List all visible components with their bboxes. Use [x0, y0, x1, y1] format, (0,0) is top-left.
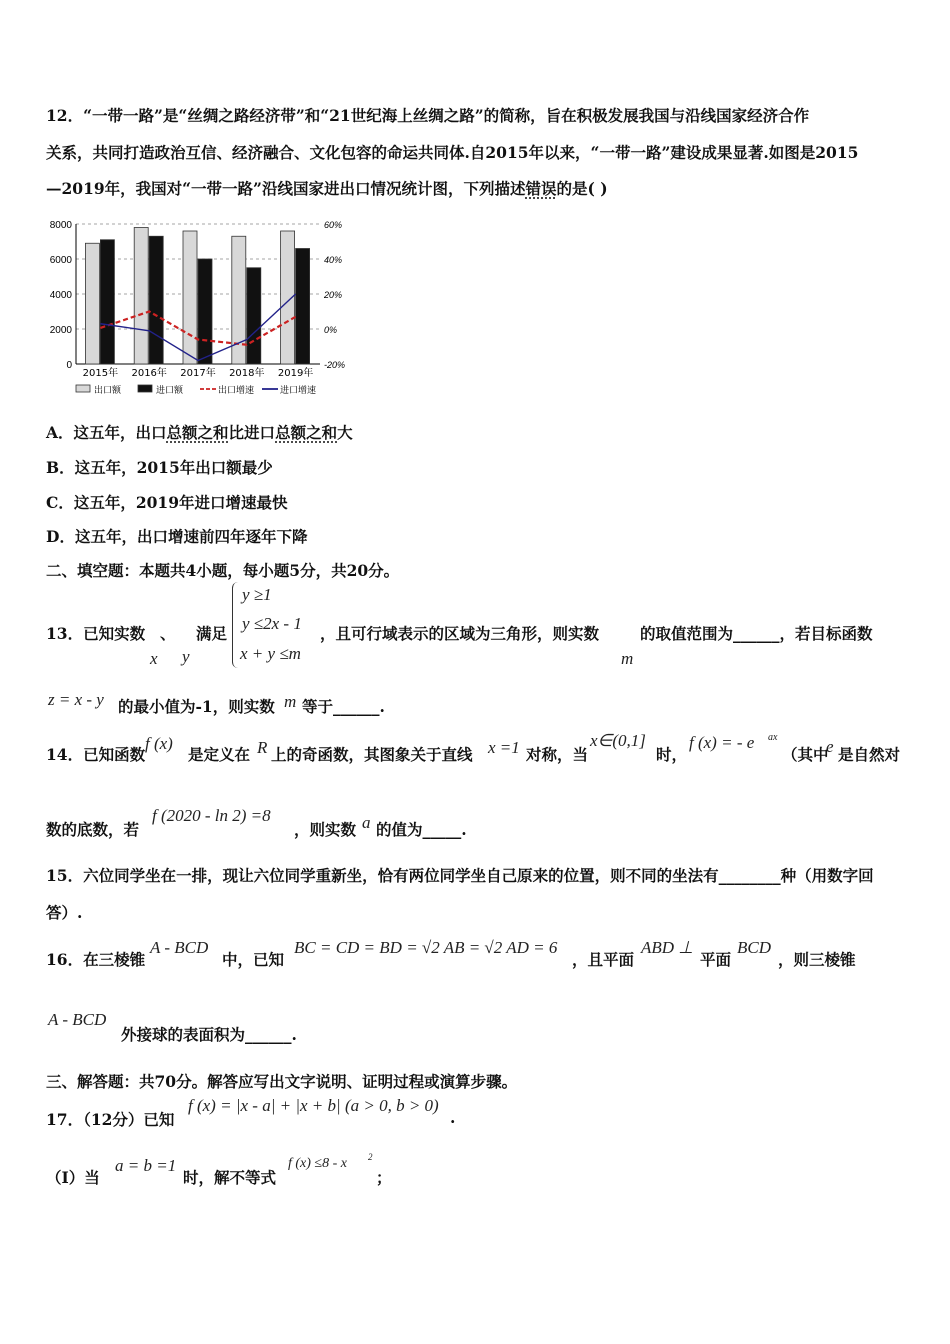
q16-text-5: ，则三棱锥 — [778, 950, 856, 969]
bar-import — [198, 259, 212, 364]
x-tick-label: 2015年 — [82, 368, 119, 379]
x-tick-label: 2019年 — [277, 368, 314, 379]
bar-import — [247, 268, 261, 364]
y-left-tick-label: 0 — [66, 360, 72, 371]
option-a-text-2: 比进口 — [228, 423, 276, 442]
q12-line-3 — [46, 177, 608, 199]
q16-text-4: 平面 — [700, 950, 732, 969]
q16-text-3: ，且平面 — [572, 950, 635, 969]
option-a-text-3: 大 — [337, 423, 353, 442]
q14-text-5: 时， — [656, 745, 688, 764]
q14-fx: f (x) — [145, 734, 173, 753]
legend-label: 进口增速 — [280, 386, 317, 396]
q13-constraint-3: x + y ≤m — [240, 644, 301, 663]
q13-var-y: y — [182, 647, 190, 666]
q16-equation: BC = CD = BD = √2 AB = √2 AD = 6 — [294, 938, 558, 957]
q17-inequality: f (x) ≤8 - x — [288, 1156, 347, 1171]
q16-text-2: 中，已知 — [222, 950, 285, 969]
q16-text-1: 16．在三棱锥 — [46, 950, 146, 969]
q13-text-5: 的最小值为-1，则实数 — [118, 697, 275, 716]
legend-swatch — [138, 385, 152, 392]
q12-option-b[interactable]: B．这五年，2015年出口额最少 — [46, 458, 273, 477]
q17-part1-condition: a = b =1 — [115, 1156, 177, 1175]
q16-text-6: 外接球的表面积为______. — [121, 1025, 297, 1044]
q17-function: f (x) = |x - a| + |x + b| (a > 0, b > 0) — [188, 1096, 439, 1115]
y-right-tick-label: 0% — [324, 325, 338, 335]
q14-var-e: e — [826, 737, 834, 756]
q13-var-m: m — [621, 649, 634, 668]
q13-text-6: 等于______. — [302, 697, 385, 716]
q14-text-9: ，则实数 — [294, 820, 357, 839]
bar-import — [296, 249, 310, 365]
q12-line-3-text: —2019年，我国对“一带一路”沿线国家进出口情况统计图，下列描述 — [46, 179, 526, 198]
q14-domain: x∈(0,1] — [590, 731, 646, 750]
option-a-emphasis-2: 总额之和 — [275, 423, 338, 442]
y-right-tick-label: 40% — [324, 255, 343, 265]
q16-plane-bcd: BCD — [737, 938, 771, 957]
x-tick-label: 2017年 — [180, 368, 216, 379]
q16-tetra-1: A - BCD — [150, 938, 209, 957]
q12-line-2: 关系，共同打造政治互信、经济融合、文化包容的命运共同体.自2015年以来，“一带一路”建设成果显著.如图是2015 — [46, 143, 859, 162]
q16-plane-abd: ABD ⊥ — [641, 938, 694, 957]
q12-option-c[interactable]: C．这五年，2019年进口增速最快 — [46, 493, 288, 512]
q13-text-1: 13．已知实数 — [46, 624, 146, 643]
q13-var-x: x — [150, 649, 158, 668]
q12-emphasis-wrong: 错误 — [525, 179, 557, 198]
q14-exponent: ax — [768, 732, 778, 743]
q13-constraint-2: y ≤2x - 1 — [242, 614, 302, 633]
x-tick-label: 2018年 — [229, 368, 265, 379]
q14-text-4: 对称，当 — [526, 745, 589, 764]
y-right-tick-label: 60% — [324, 220, 343, 230]
q14-text-6: （其中 — [782, 745, 829, 764]
q14-text-2: 是定义在 — [188, 745, 251, 764]
q14-set-r: R — [257, 738, 268, 757]
q13-text-3: ，且可行域表示的区域为三角形，则实数 — [320, 624, 600, 643]
q12-option-d[interactable]: D．这五年，出口增速前四年逐年下降 — [46, 527, 308, 546]
q14-function-def: f (x) = - e — [689, 733, 755, 752]
q17-part1-text-2: 时，解不等式 — [183, 1168, 277, 1187]
bar-import — [100, 240, 114, 364]
q14-text-8: 数的底数，若 — [46, 820, 140, 839]
legend-label: 进口额 — [156, 386, 184, 396]
section-3-heading: 三、解答题：共70分。解答应写出文字说明、证明过程或演算步骤。 — [46, 1072, 518, 1091]
y-left-tick-label: 4000 — [49, 290, 72, 301]
q12-option-a[interactable] — [46, 421, 353, 443]
q15-line-2: 答）. — [46, 903, 83, 922]
y-left-tick-label: 6000 — [49, 255, 72, 266]
y-left-tick-label: 8000 — [49, 220, 72, 231]
q17-part1-text-1: （Ⅰ）当 — [46, 1168, 100, 1187]
option-a-emphasis-1: 总额之和 — [166, 423, 229, 442]
q13-var-m-2: m — [284, 692, 297, 711]
q12-line-1: 12．“一带一路”是“丝绸之路经济带”和“21世纪海上丝绸之路”的简称，旨在积极发展我国与沿线国家经济合作 — [46, 106, 810, 125]
x-tick-label: 2016年 — [131, 368, 167, 379]
y-left-tick-label: 2000 — [49, 325, 72, 336]
q14-var-a: a — [362, 813, 371, 832]
q13-text-4: 的取值范围为______，若目标函数 — [640, 624, 873, 643]
legend-swatch — [76, 385, 90, 392]
q15-line-1: 15．六位同学坐在一排，现让六位同学重新坐，恰有两位同学坐自己原来的位置，则不同的坐法有________种（用数字回 — [46, 866, 874, 885]
q13-constraint-1: y ≥1 — [242, 585, 272, 604]
bar-export — [134, 228, 148, 365]
q17-text-1: 17．（12分）已知 — [46, 1110, 175, 1129]
q13-text-2: 满足 — [196, 624, 228, 643]
q14-axis-x1: x =1 — [488, 738, 520, 757]
bar-export — [85, 243, 99, 364]
q16-tetra-2: A - BCD — [48, 1010, 107, 1029]
trade-chart — [44, 214, 354, 404]
option-a-text-1: A．这五年，出口 — [46, 423, 167, 442]
y-right-tick-label: 20% — [324, 290, 343, 300]
q12-line-3-end: 的是( ) — [556, 179, 608, 198]
q17-period: . — [450, 1108, 456, 1127]
q14-condition: f (2020 - ln 2) =8 — [152, 806, 271, 825]
y-right-tick-label: -20% — [324, 360, 346, 370]
q17-semicolon: ； — [376, 1168, 392, 1187]
bar-import — [149, 236, 163, 364]
q17-square: 2 — [368, 1152, 373, 1162]
legend-label: 出口增速 — [218, 386, 255, 396]
bar-export — [183, 231, 197, 364]
q13-objective: z = x - y — [48, 690, 104, 709]
q14-text-10: 的值为_____. — [376, 820, 467, 839]
q13-comma: 、 — [160, 624, 176, 643]
q14-text-1: 14．已知函数 — [46, 745, 146, 764]
q14-text-3: 上的奇函数，其图象关于直线 — [271, 745, 473, 764]
q14-text-7: 是自然对 — [838, 745, 901, 764]
section-2-heading: 二、填空题：本题共4小题，每小题5分，共20分。 — [46, 561, 400, 580]
legend-label: 出口额 — [94, 386, 122, 396]
